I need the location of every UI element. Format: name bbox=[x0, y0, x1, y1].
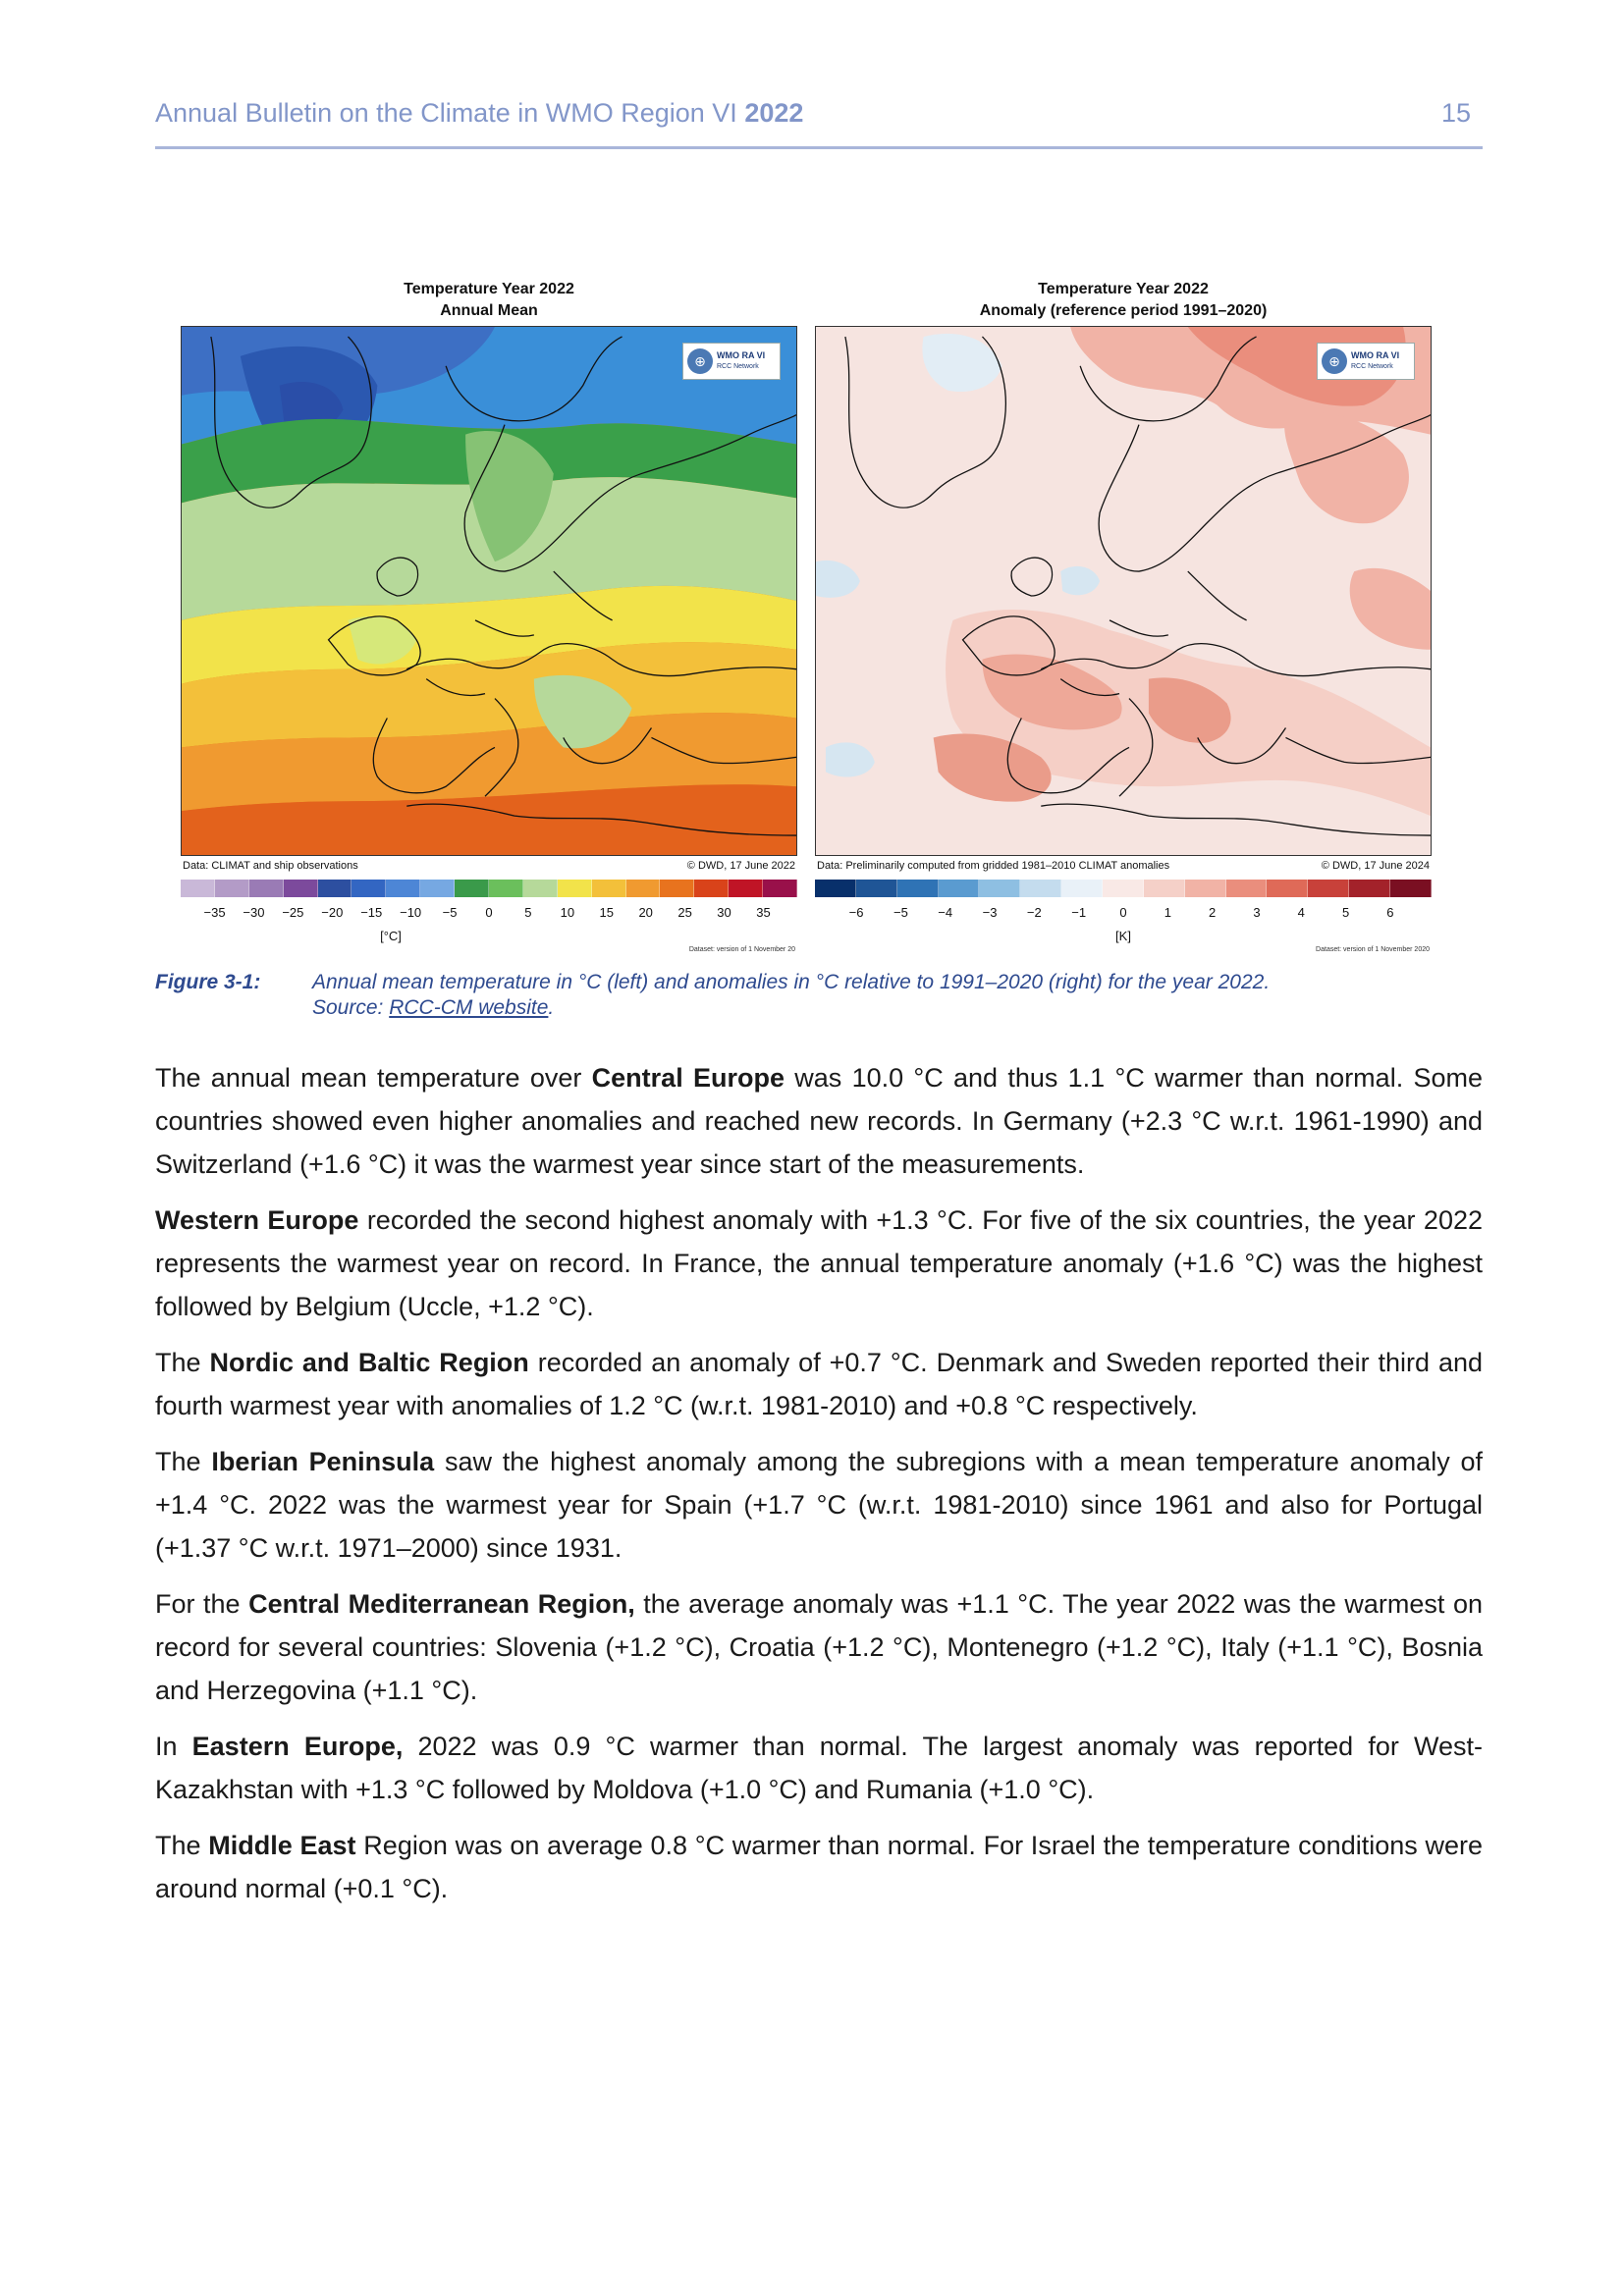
colorbar-swatch bbox=[249, 880, 284, 897]
colorbar-tick-label: 1 bbox=[1164, 905, 1171, 920]
body-text bbox=[155, 1056, 1483, 1923]
colorbar-swatch bbox=[592, 880, 626, 897]
colorbar-swatch bbox=[1267, 880, 1308, 897]
colorbar-swatch bbox=[181, 880, 215, 897]
colorbar-swatch bbox=[897, 880, 939, 897]
p2-text-1: recorded the second highest anomaly with +1.3 °C. For five of the six countries, the year 2022 represents the warmest year on record. In France, the annual temperature anomaly (+1.6 °C) was the highest followed by Belgium (Uccle, +1.2 °C). bbox=[155, 1205, 1483, 1321]
colorbar-swatch bbox=[558, 880, 592, 897]
colorbar-swatch bbox=[352, 880, 386, 897]
page-header bbox=[155, 98, 1483, 149]
colorbar-swatch bbox=[523, 880, 558, 897]
colorbar-swatch bbox=[455, 880, 489, 897]
paragraph-iberian bbox=[155, 1440, 1483, 1570]
annual-mean-credit: © DWD, 17 June 2022 bbox=[686, 860, 795, 872]
anomaly-credit: © DWD, 17 June 2024 bbox=[1321, 860, 1430, 872]
colorbar-swatch bbox=[420, 880, 455, 897]
p3-bold: Nordic and Baltic Region bbox=[209, 1348, 529, 1377]
figure-caption-source-suffix: . bbox=[548, 996, 555, 1019]
page-number: 15 bbox=[1440, 98, 1471, 128]
colorbar-tick-label: −15 bbox=[360, 905, 383, 920]
p5-bold: Central Mediterranean Region, bbox=[248, 1589, 635, 1619]
colorbar-tick-label: −3 bbox=[982, 905, 998, 920]
colorbar-tick-label: 4 bbox=[1297, 905, 1305, 920]
wmo-logo-right bbox=[1317, 343, 1415, 380]
wmo-logo-right-text bbox=[1351, 350, 1399, 372]
anomaly-map-image bbox=[816, 327, 1431, 855]
anomaly-unit: [K] bbox=[1115, 929, 1131, 943]
colorbar-tick-label: −4 bbox=[938, 905, 953, 920]
paragraph-nordic-baltic bbox=[155, 1341, 1483, 1427]
p3-text-1: The bbox=[155, 1348, 210, 1377]
wmo-logo-right-sub: RCC Network bbox=[1351, 363, 1393, 370]
anomaly-dataset-note: Dataset: version of 1 November 2020 bbox=[1316, 946, 1430, 953]
wmo-logo-sub: RCC Network bbox=[717, 363, 759, 370]
p1-text-1: The annual mean temperature over bbox=[155, 1063, 592, 1093]
colorbar-swatch bbox=[1349, 880, 1390, 897]
annual-mean-colorbar-ticks bbox=[181, 905, 797, 925]
p1-bold: Central Europe bbox=[591, 1063, 785, 1093]
annual-mean-title bbox=[181, 279, 797, 322]
p4-text-2: saw the highest anomaly among the subregions with a mean temperature anomaly of +1.4 °C. 2022 was the warmest year for Spain (+1.7 °C (w.r.t. 1981-2010) since 1961 and also for Portugal (+1.37 °C w.r.t. 1971–2000) since 1931. bbox=[155, 1447, 1484, 1563]
colorbar-tick-label: 15 bbox=[599, 905, 614, 920]
colorbar-swatch bbox=[1308, 880, 1349, 897]
colorbar-swatch bbox=[856, 880, 897, 897]
colorbar-swatch bbox=[215, 880, 249, 897]
colorbar-swatch bbox=[1061, 880, 1103, 897]
paragraph-western-europe bbox=[155, 1199, 1483, 1328]
colorbar-swatch bbox=[660, 880, 694, 897]
colorbar-swatch bbox=[939, 880, 980, 897]
colorbar-tick-label: −6 bbox=[848, 905, 864, 920]
colorbar-tick-label: 5 bbox=[524, 905, 532, 920]
p5-text-1: For the bbox=[155, 1589, 249, 1619]
colorbar-swatch bbox=[1020, 880, 1061, 897]
p7-bold: Middle East bbox=[208, 1831, 356, 1860]
colorbar-tick-label: 6 bbox=[1386, 905, 1394, 920]
colorbar-swatch bbox=[386, 880, 420, 897]
colorbar-swatch bbox=[815, 880, 856, 897]
figure-caption-text bbox=[312, 970, 1483, 1021]
p4-text-1: The bbox=[155, 1447, 212, 1476]
figure-caption-body: Annual mean temperature in °C (left) and anomalies in °C relative to 1991–2020 (right) for the year 2022. bbox=[312, 971, 1271, 993]
colorbar-tick-label: 5 bbox=[1341, 905, 1350, 920]
colorbar-tick-label: 0 bbox=[485, 905, 493, 920]
paragraph-central-mediterranean bbox=[155, 1582, 1483, 1712]
running-title bbox=[155, 98, 803, 129]
annual-mean-map bbox=[181, 326, 797, 856]
colorbar-swatch bbox=[284, 880, 318, 897]
colorbar-tick-label: −1 bbox=[1071, 905, 1087, 920]
anomaly-title bbox=[815, 279, 1432, 322]
colorbar-swatch bbox=[1185, 880, 1226, 897]
colorbar-swatch bbox=[694, 880, 729, 897]
annual-mean-colorbar bbox=[181, 880, 797, 897]
p1-text-2: was 10.0 °C and thus 1.1 °C warmer than normal. Some countries showed even higher anomalies and reached new records. In Germany (+2.3 °C w.r.t. 1961-1990) and Switzerland (+1.6 °C) it was the warmest year since start of the measurements. bbox=[155, 1063, 1484, 1179]
paragraph-eastern-europe bbox=[155, 1725, 1483, 1811]
colorbar-tick-label: −25 bbox=[282, 905, 304, 920]
colorbar-tick-label: −30 bbox=[243, 905, 265, 920]
colorbar-swatch bbox=[1144, 880, 1185, 897]
colorbar-tick-label: −10 bbox=[400, 905, 422, 920]
colorbar-tick-label: 30 bbox=[717, 905, 731, 920]
annual-mean-source: Data: CLIMAT and ship observations bbox=[183, 860, 358, 872]
p4-bold: Iberian Peninsula bbox=[211, 1447, 435, 1476]
p2-bold: Western Europe bbox=[155, 1205, 359, 1235]
colorbar-tick-label: 35 bbox=[756, 905, 771, 920]
colorbar-tick-label: −5 bbox=[893, 905, 908, 920]
paragraph-middle-east bbox=[155, 1824, 1483, 1910]
colorbar-swatch bbox=[489, 880, 523, 897]
anomaly-source: Data: Preliminarily computed from gridded 1981–2010 CLIMAT anomalies bbox=[817, 860, 1170, 872]
figure-caption-source-prefix: Source: bbox=[312, 996, 390, 1019]
p5-text-2: the average anomaly was +1.1 °C. The year 2022 was the warmest on record for several countries: Slovenia (+1.2 °C), Croatia (+1.2 °C), Montenegro (+1.2 °C), Italy (+1.1 °C), Bosnia and Herzegovina (+1.1 °C). bbox=[155, 1589, 1483, 1705]
wmo-logo bbox=[682, 343, 781, 380]
annual-mean-title-line2: Annual Mean bbox=[440, 302, 538, 319]
colorbar-tick-label: −35 bbox=[203, 905, 226, 920]
paragraph-central-europe bbox=[155, 1056, 1483, 1186]
colorbar-tick-label: 10 bbox=[560, 905, 575, 920]
colorbar-swatch bbox=[1390, 880, 1432, 897]
anomaly-colorbar bbox=[815, 880, 1432, 897]
p6-text-2: 2022 was 0.9 °C warmer than normal. The largest anomaly was reported for West-Kazakhstan with +1.3 °C followed by Moldova (+1.0 °C) and Rumania (+1.0 °C). bbox=[155, 1732, 1483, 1804]
figure-caption-label: Figure 3-1: bbox=[155, 971, 261, 993]
globe-icon: ⊕ bbox=[687, 348, 713, 374]
annual-mean-title-line1: Temperature Year 2022 bbox=[404, 281, 574, 297]
running-title-text: Annual Bulletin on the Climate in WMO Region VI bbox=[155, 98, 737, 128]
p7-text-1: The bbox=[155, 1831, 209, 1860]
colorbar-swatch bbox=[318, 880, 352, 897]
p3-text-2: recorded an anomaly of +0.7 °C. Denmark and Sweden reported their third and fourth warmest year with anomalies of 1.2 °C (w.r.t. 1981-2010) and +0.8 °C respectively. bbox=[155, 1348, 1483, 1420]
anomaly-map bbox=[815, 326, 1432, 856]
colorbar-swatch bbox=[1226, 880, 1268, 897]
running-title-year: 2022 bbox=[744, 98, 804, 128]
rcc-cm-website-link[interactable]: RCC-CM website bbox=[389, 996, 549, 1019]
colorbar-swatch bbox=[626, 880, 661, 897]
annual-mean-panel bbox=[181, 275, 797, 962]
anomaly-panel bbox=[815, 275, 1432, 962]
anomaly-title-line1: Temperature Year 2022 bbox=[1038, 281, 1209, 297]
colorbar-swatch bbox=[979, 880, 1020, 897]
colorbar-tick-label: −2 bbox=[1026, 905, 1042, 920]
anomaly-colorbar-ticks bbox=[815, 905, 1432, 925]
colorbar-tick-label: 20 bbox=[638, 905, 653, 920]
annual-mean-map-image bbox=[182, 327, 796, 855]
colorbar-tick-label: 2 bbox=[1209, 905, 1217, 920]
wmo-logo-right-main: WMO RA VI bbox=[1351, 350, 1400, 360]
wmo-logo-main: WMO RA VI bbox=[717, 350, 766, 360]
wmo-logo-text bbox=[717, 350, 765, 372]
p7-text-2: Region was on average 0.8 °C warmer than normal. For Israel the temperature conditions were around normal (+0.1 °C). bbox=[155, 1831, 1484, 1903]
globe-icon: ⊕ bbox=[1322, 348, 1347, 374]
p6-bold: Eastern Europe, bbox=[191, 1732, 404, 1761]
figure-maps bbox=[181, 275, 1435, 962]
colorbar-swatch bbox=[1103, 880, 1144, 897]
colorbar-tick-label: −5 bbox=[442, 905, 458, 920]
colorbar-tick-label: 25 bbox=[677, 905, 692, 920]
annual-mean-dataset-note: Dataset: version of 1 November 20 bbox=[688, 946, 795, 953]
colorbar-tick-label: 3 bbox=[1253, 905, 1261, 920]
p6-text-1: In bbox=[155, 1732, 192, 1761]
colorbar-tick-label: −20 bbox=[321, 905, 344, 920]
colorbar-swatch bbox=[763, 880, 797, 897]
colorbar-swatch bbox=[729, 880, 763, 897]
anomaly-title-line2: Anomaly (reference period 1991–2020) bbox=[979, 302, 1268, 319]
colorbar-tick-label: 0 bbox=[1119, 905, 1127, 920]
annual-mean-unit: [°C] bbox=[380, 929, 402, 943]
